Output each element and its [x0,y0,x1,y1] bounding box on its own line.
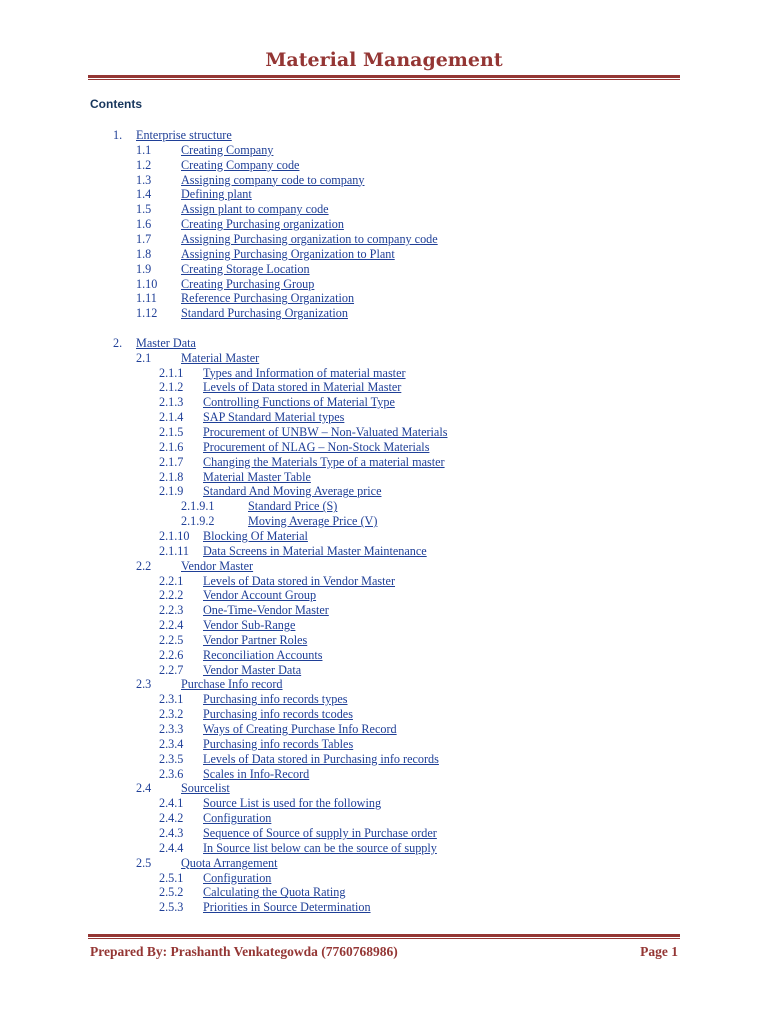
toc-entry-link[interactable]: Vendor Account Group [203,588,317,603]
toc-entry-number: 1.6 [136,217,152,232]
toc-entry[interactable] [0,648,768,663]
toc-entry[interactable] [0,692,768,707]
toc-entry[interactable] [0,841,768,856]
toc-entry-number: 1.11 [136,291,157,306]
toc-entry[interactable] [0,663,768,678]
toc-entry[interactable] [0,737,768,752]
toc-entry-number: 2.3.2 [159,707,184,722]
toc-entry-link[interactable]: Source List is used for the following [203,796,382,811]
toc-entry-link[interactable]: Standard Price (S) [248,499,338,514]
toc-entry-link[interactable]: Priorities in Source Determination [203,900,371,915]
toc-entry-link[interactable]: Material Master [181,350,260,365]
toc-entry[interactable] [0,158,768,173]
toc-entry-number: 2.5.3 [159,900,184,915]
toc-entry-link[interactable]: Purchasing info records Tables [203,736,354,751]
toc-entry-number: 2.1.11 [159,543,190,558]
toc-entry-link[interactable]: Blocking Of Material [203,529,308,543]
toc-entry-number: 1.12 [136,306,158,321]
toc-entry[interactable] [0,173,768,188]
toc-entry-link[interactable]: Assigning Purchasing Organization to Plant [181,246,395,261]
toc-entry-link[interactable]: Calculating the Quota Rating [203,885,346,900]
toc-entry-link[interactable]: Configuration [203,870,272,885]
toc-entry-link[interactable]: Controlling Functions of Material Type [203,395,395,410]
toc-entry[interactable] [0,796,768,811]
toc-entry[interactable] [0,544,768,559]
toc-entry-number: 2.2.5 [159,632,184,647]
toc-entry[interactable] [0,856,768,871]
toc-entry-number: 2.2.3 [159,603,184,618]
toc-entry[interactable] [0,306,768,321]
toc-entry-link[interactable]: Procurement of UNBW – Non-Valuated Materials [203,425,448,439]
toc-entry[interactable] [0,217,768,232]
toc-entry-link[interactable]: Defining plant [181,187,252,202]
toc-entry[interactable] [0,187,768,202]
toc-entry-link[interactable]: One-Time-Vendor Master [203,603,329,618]
toc-entry[interactable] [0,470,768,485]
toc-entry-number: 1.7 [136,231,152,246]
toc-entry[interactable] [0,202,768,217]
document-title: Material Management [265,49,503,71]
toc-entry-link[interactable]: Purchasing info records types [203,692,348,707]
toc-entry-link[interactable]: Creating Purchasing Group [181,276,315,291]
toc-entry[interactable] [0,336,768,351]
toc-entry-link[interactable]: Vendor Partner Roles [203,632,308,647]
toc-entry-link[interactable]: In Source list below can be the source of supply [203,840,437,855]
toc-entry-number: 1.10 [136,276,158,291]
toc-entry-link[interactable]: Enterprise structure [136,128,232,142]
toc-entry-number: 2.4.4 [159,840,184,855]
toc-entry-number: 2.1.9 [159,484,184,499]
toc-entry-link[interactable]: Reference Purchasing Organization [181,291,355,306]
toc-entry-link[interactable]: Vendor Sub-Range [203,618,296,632]
toc-entry-number: 1.3 [136,172,152,187]
toc-entry-link[interactable]: Assign plant to company code [181,202,329,217]
toc-entry[interactable] [0,440,768,455]
toc-entry-link[interactable]: Creating Company code [181,157,300,172]
toc-entry-number: 2.2 [136,558,152,573]
toc-entry-number: 2.1.9.1 [181,499,215,514]
toc-entry-number: 1.4 [136,187,152,202]
toc-entry-number: 2.2.1 [159,573,184,588]
toc-entry[interactable] [0,677,768,692]
toc-entry[interactable] [0,618,768,633]
toc-entry-number: 1.9 [136,261,152,276]
toc-entry[interactable] [0,247,768,262]
toc-entry-link[interactable]: Material Master Table [203,469,311,484]
toc-entry-link[interactable]: Moving Average Price (V) [248,514,378,529]
toc-entry-number: 1. [113,128,123,142]
toc-entry[interactable] [0,232,768,247]
toc-entry-link[interactable]: Quota Arrangement [181,855,278,870]
toc-entry[interactable] [0,767,768,782]
footer-rule [88,934,680,937]
toc-entry-number: 2.1.10 [159,529,190,543]
toc-entry[interactable] [0,707,768,722]
toc-entry[interactable] [0,559,768,574]
toc-entry-link[interactable]: Scales in Info-Record [203,766,310,781]
toc-entry[interactable] [0,826,768,841]
toc-entry-number: 2.1 [136,350,152,365]
footer-page-number: Page 1 [640,944,678,959]
toc-entry-link[interactable]: Vendor Master Data [203,662,302,677]
toc-entry-number: 2.1.9.2 [181,514,215,529]
toc-entry[interactable] [0,603,768,618]
toc-entry-number: 2. [113,335,123,350]
toc-entry[interactable] [0,871,768,886]
toc-entry[interactable] [0,366,768,381]
toc-entry[interactable] [0,351,768,366]
toc-entry[interactable] [0,885,768,900]
toc-entry[interactable] [0,588,768,603]
toc-entry-link[interactable]: Procurement of NLAG – Non-Stock Materials [203,439,430,454]
toc-entry-number: 2.3.6 [159,766,184,781]
toc-entry-link[interactable]: Sequence of Source of supply in Purchase order [203,825,437,840]
toc-entry-link[interactable]: Master Data [136,335,196,350]
toc-entry-number: 1.1 [136,142,152,157]
toc-entry[interactable] [0,633,768,648]
toc-entry-link[interactable]: Levels of Data stored in Vendor Master [203,573,396,588]
toc-entry[interactable] [0,484,768,499]
toc-entry-number: 2.1.7 [159,454,184,469]
toc-entry[interactable] [0,262,768,277]
toc-entry-number: 2.1.6 [159,439,184,454]
toc-entry-link[interactable]: Creating Storage Location [181,261,310,276]
toc-entry-number: 2.5.1 [159,870,184,885]
toc-entry-number: 2.2.4 [159,618,184,632]
toc-entry-link[interactable]: Ways of Creating Purchase Info Record [203,722,397,736]
toc-entry-number: 2.2.6 [159,647,184,662]
toc-entry[interactable] [0,529,768,544]
footer-prepared-by: Prepared By: Prashanth Venkategowda (7760768986) [90,944,398,959]
toc-entry-link[interactable]: Assigning Purchasing organization to company code [181,231,438,246]
toc-entry[interactable] [0,455,768,470]
toc-entry-number: 2.1.3 [159,395,184,410]
toc-entry[interactable] [0,143,768,158]
toc-entry-number: 2.1.8 [159,469,184,484]
toc-entry-number: 2.5 [136,855,152,870]
toc-entry[interactable] [0,499,768,514]
toc-entry-link[interactable]: Purchasing info records tcodes [203,707,353,722]
toc-entry-number: 1.8 [136,246,152,261]
toc-entry-number: 2.3.1 [159,692,184,707]
toc-entry-link[interactable]: Sourcelist [181,781,230,796]
toc-entry[interactable] [0,574,768,589]
toc-entry-link[interactable]: Creating Purchasing organization [181,217,344,232]
toc-entry-number: 2.1.5 [159,425,184,439]
toc-entry-number: 2.3.4 [159,736,184,751]
toc-entry-number: 2.5.2 [159,885,184,900]
toc-entry[interactable] [0,395,768,410]
toc-entry-link[interactable]: Types and Information of material master [203,365,406,380]
toc-entry[interactable] [0,410,768,425]
toc-entry-link[interactable]: Vendor Master [181,558,254,573]
toc-entry[interactable] [0,514,768,529]
toc-entry-link[interactable]: Levels of Data stored in Material Master [203,380,402,395]
toc-entry[interactable] [0,722,768,737]
toc-entry-link[interactable]: Configuration [203,811,272,826]
toc-entry[interactable] [0,277,768,292]
toc-entry-number: 2.1.1 [159,365,184,380]
footer-rule-thin [88,938,680,939]
toc-entry-link[interactable]: Changing the Materials Type of a material master [203,454,445,469]
toc-entry-number: 2.1.4 [159,410,184,425]
toc-entry[interactable] [0,425,768,440]
toc-entry-link[interactable]: Data Screens in Material Master Maintenance [203,543,427,558]
toc-entry[interactable] [0,781,768,796]
toc-entry-number: 2.4.2 [159,811,184,826]
toc-entry-number: 1.5 [136,202,152,217]
toc-entry-link[interactable]: Creating Company [181,142,274,157]
toc-entry-number: 2.2.7 [159,662,184,677]
toc-entry[interactable] [0,752,768,767]
toc-entry-number: 2.2.2 [159,588,184,603]
toc-entry-number: 2.4.3 [159,825,184,840]
toc-entry-number: 1.2 [136,157,152,172]
toc-entry[interactable] [0,900,768,915]
toc-entry-link[interactable]: Standard And Moving Average price [203,484,382,499]
toc-entry-number: 2.4.1 [159,796,184,811]
contents-heading: Contents [90,97,142,111]
toc-entry[interactable] [0,291,768,306]
toc-entry-number: 2.3 [136,677,152,692]
toc-entry-number: 2.3.5 [159,751,184,766]
toc-entry-link[interactable]: SAP Standard Material types [203,410,345,425]
toc-entry-link[interactable]: Reconciliation Accounts [203,647,323,662]
toc-entry-number: 2.1.2 [159,380,184,395]
toc-entry[interactable] [0,128,768,143]
toc-entry-link[interactable]: Standard Purchasing Organization [181,306,348,321]
toc-entry-number: 2.4 [136,781,152,796]
toc-entry-link[interactable]: Purchase Info record [181,677,283,692]
toc-entry[interactable] [0,380,768,395]
toc-entry-link[interactable]: Assigning company code to company [181,172,365,187]
toc-entry-link[interactable]: Levels of Data stored in Purchasing info records [203,751,439,766]
toc-entry-number: 2.3.3 [159,722,184,736]
toc-entry[interactable] [0,811,768,826]
